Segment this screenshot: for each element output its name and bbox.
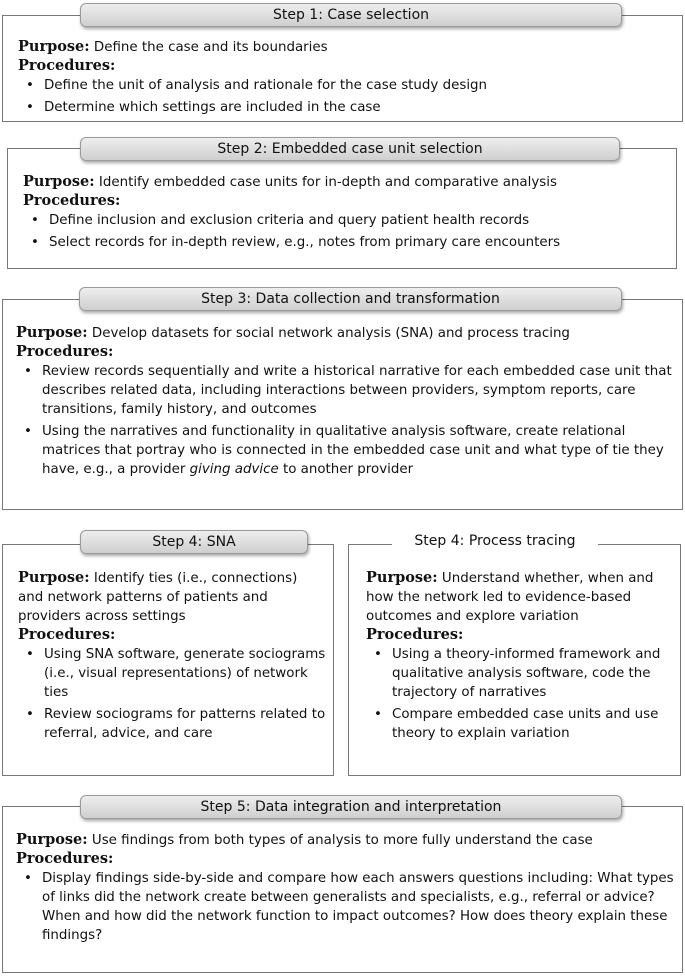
step1-procedures-list bbox=[18, 76, 673, 117]
list-item: • Display findings side-by-side and compare how each answers questions including: What types of links did the network create between generalists and specialists, e.g., referral or advice? When and how did the network function to impact outcomes? How does theory explain these findings? bbox=[16, 869, 676, 945]
list-item: • Using a theory-informed framework and qualitative analysis software, code the trajectory of narratives bbox=[366, 645, 672, 702]
step5-content bbox=[16, 830, 676, 948]
list-item: • Review records sequentially and write a historical narrative for each embedded case unit that describes related data, including interactions between providers, symptom reports, care transitions, family history, and outcomes bbox=[16, 362, 676, 419]
step2-purpose: Purpose: Identify embedded case units for in-depth and comparative analysis bbox=[23, 173, 557, 190]
list-item: • Select records for in-depth review, e.g., notes from primary care encounters bbox=[23, 233, 671, 252]
step2-procedures-label: Procedures: bbox=[23, 192, 121, 209]
step3-purpose: Purpose: Develop datasets for social network analysis (SNA) and process tracing bbox=[16, 324, 570, 341]
list-item: • Using SNA software, generate sociograms (i.e., visual representations) of network ties bbox=[18, 645, 326, 702]
step3-procedures-list bbox=[16, 362, 676, 479]
step4-process-tracing-purpose: Purpose: Understand whether, when and how the network led to evidence-based outcomes and explore variation bbox=[366, 569, 654, 624]
step4-sna-title: Step 4: SNA bbox=[80, 530, 308, 554]
list-item: • Review sociograms for patterns related to referral, advice, and care bbox=[18, 705, 326, 743]
step2-procedures-list bbox=[23, 211, 671, 252]
list-item: • Using the narratives and functionality in qualitative analysis software, create relational matrices that portray who is connected in the embedded case unit and what type of tie they have, e.g., a provider giving advice to another provider bbox=[16, 422, 676, 479]
step3-content bbox=[16, 323, 676, 482]
step4-sna-purpose: Purpose: Identify ties (i.e., connections) and network patterns of patients and providers across settings bbox=[18, 569, 298, 624]
step4-process-tracing-procedures-label: Procedures: bbox=[366, 626, 464, 643]
step4-process-tracing-title: Step 4: Process tracing bbox=[392, 530, 598, 554]
step2-content bbox=[23, 172, 671, 255]
step4-sna-content bbox=[18, 568, 326, 746]
list-item: • Determine which settings are included in the case bbox=[18, 98, 673, 117]
step2-title: Step 2: Embedded case unit selection bbox=[80, 137, 620, 161]
list-item: • Define inclusion and exclusion criteria and query patient health records bbox=[23, 211, 671, 230]
step5-purpose: Purpose: Use findings from both types of analysis to more fully understand the case bbox=[16, 831, 593, 848]
step5-procedures-label: Procedures: bbox=[16, 850, 114, 867]
list-item: • Compare embedded case units and use theory to explain variation bbox=[366, 705, 672, 743]
step1-procedures-label: Procedures: bbox=[18, 57, 116, 74]
step5-procedures-list bbox=[16, 869, 676, 945]
step1-title: Step 1: Case selection bbox=[80, 3, 622, 27]
list-item: • Define the unit of analysis and rationale for the case study design bbox=[18, 76, 673, 95]
step4-sna-procedures-label: Procedures: bbox=[18, 626, 116, 643]
step4-sna-procedures-list bbox=[18, 645, 326, 743]
step4-process-tracing-procedures-list bbox=[366, 645, 672, 743]
step1-content bbox=[18, 37, 673, 120]
step3-procedures-label: Procedures: bbox=[16, 343, 114, 360]
step4-process-tracing-content bbox=[366, 568, 672, 746]
step3-title: Step 3: Data collection and transformation bbox=[79, 287, 622, 311]
step1-purpose: Purpose: Define the case and its boundaries bbox=[18, 38, 328, 55]
step5-title: Step 5: Data integration and interpretation bbox=[80, 795, 622, 819]
